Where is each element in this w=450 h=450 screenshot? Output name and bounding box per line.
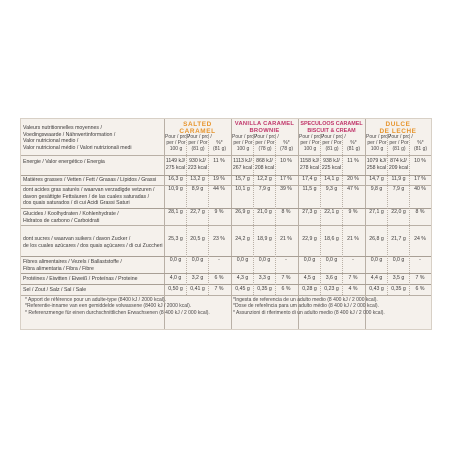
energy-percent: 11 % (213, 158, 225, 164)
protein-per-100g: 4,0 g (169, 275, 182, 281)
per-100g-header: 100 g (370, 146, 384, 152)
fat-per-100g: 17,4 g (302, 176, 317, 182)
protein-per-portion: 3,5 g (392, 275, 405, 281)
table-bottom-rule (21, 295, 431, 296)
fat-per-100g: 15,7 g (235, 176, 250, 182)
satfat-per-100g: 9,8 g (370, 186, 383, 192)
per-100g-header: per / Por (367, 140, 387, 146)
per-portion-header: Pour / pro / (187, 134, 212, 140)
carbs-per-portion: 22,1 g (324, 209, 339, 215)
per-100g-header: 100 g (236, 146, 250, 152)
footnote-line: *Ingesta de referencia de un adulto medio (8 400 kJ / 2 000 kcal). (233, 297, 378, 303)
label-line: davon gesättigte Fettsäuren / de las cuales saturadas / (23, 193, 150, 200)
sugars-percent: 24 % (414, 236, 426, 242)
satfat-per-portion: 9,3 g (325, 186, 338, 192)
fat-percent: 20 % (347, 176, 359, 182)
energy-percent: 11 % (347, 158, 359, 164)
satfat-percent: 44 % (213, 186, 225, 192)
fat-per-100g: 16,3 g (168, 176, 183, 182)
sugars-per-portion: 18,9 g (257, 236, 272, 242)
per-100g-header: per / Por (233, 140, 253, 146)
fibre-percent: - (352, 257, 354, 263)
energy-per-portion: 938 kJ/ (323, 158, 340, 164)
percent-header: %* (216, 140, 223, 146)
product-name-line: BISCUIT & CREAM (307, 128, 356, 134)
protein-percent: 7 % (281, 275, 291, 281)
title-line: Voedingswaarde / Nährwertinformation / (23, 131, 116, 138)
per-portion-header: per / Por (188, 140, 208, 146)
footnote-line: * Assunzioni di riferimento di un adulto medio (8 400 kJ / 2 000 kcal). (233, 309, 385, 316)
fat-per-portion: 12,2 g (257, 176, 272, 182)
label-line: Fibra alimentaria / Fibra / Fibre (23, 265, 94, 272)
product-header-dulce-de-leche (365, 121, 431, 135)
product-name-line: BROWNIE (249, 128, 280, 134)
satfat-per-portion: 8,9 g (191, 186, 204, 192)
footnote-line: *Referentie-inname van een gemiddelde volwassene (8400 kJ / 2000 kcal). (25, 303, 192, 310)
percent-portion-header: (81 g) (212, 146, 227, 152)
fibre-percent: - (419, 257, 421, 263)
fibre-percent: - (285, 257, 287, 263)
energy-per-100g-kcal: 278 kcal (299, 165, 320, 171)
product-name-line: SALTED (183, 121, 212, 128)
salt-label: Sel / Zout / Salz / Sal / Sale (23, 287, 87, 293)
fat-per-portion: 11,9 g (391, 176, 406, 182)
energy-per-100g-kcal: 267 kcal (232, 165, 253, 171)
per-100g-header: 100 g (169, 146, 183, 152)
fat-percent: 17 % (280, 176, 292, 182)
carbs-per-100g: 27,3 g (302, 209, 317, 215)
salt-per-portion: 0,35 g (257, 286, 272, 292)
satfat-per-100g: 10,1 g (235, 186, 250, 192)
satfat-percent: 39 % (280, 186, 292, 192)
carbs-percent: 8 % (415, 209, 425, 215)
percent-portion-header: (81 g) (346, 146, 361, 152)
per-portion-header: Pour / pro / (388, 134, 413, 140)
percent-header: %* (350, 140, 357, 146)
energy-per-portion: 930 kJ/ (189, 158, 206, 164)
label-line: Glucides / Koolhydraten / Kohlenhydrate / (23, 211, 119, 217)
per-portion-header: per / Por (389, 140, 409, 146)
fat-percent: 17 % (414, 176, 426, 182)
per-100g-header: Pour / pro / (232, 134, 257, 140)
energy-per-100g: 1158 kJ/ (299, 158, 320, 164)
percent-header: %* (417, 140, 424, 146)
carbs-percent: 9 % (214, 209, 224, 215)
protein-per-portion: 3,6 g (325, 275, 338, 281)
protein-per-100g: 4,5 g (303, 275, 316, 281)
salt-percent: 7 % (214, 286, 224, 292)
energy-label: Energie / Valor energético / Energia (23, 159, 105, 165)
title-line: Valor nutricional medio / (23, 138, 79, 145)
protein-per-portion: 3,3 g (258, 275, 271, 281)
table-title (23, 125, 132, 151)
energy-per-portion-kcal: 209 kcal (388, 165, 409, 171)
per-portion-header: (81 g) (325, 146, 339, 152)
salt-per-100g: 0,28 g (302, 286, 317, 292)
satfat-per-100g: 11,5 g (302, 186, 317, 192)
sugars-percent: 23 % (213, 236, 225, 242)
carbs-per-100g: 27,1 g (369, 209, 384, 215)
fibre-per-portion: 0,0 g (392, 257, 405, 263)
fibre-label (23, 259, 122, 272)
product-header-salted-caramel (164, 121, 231, 135)
percent-portion-header: (81 g) (413, 146, 428, 152)
per-portion-header: (81 g) (392, 146, 406, 152)
sugars-label (23, 236, 163, 249)
salt-percent: 6 % (281, 286, 291, 292)
label-line: dont sucres / waarvan suikers / davon Zucker / (23, 236, 131, 242)
footnotes-right (233, 297, 385, 316)
satfat-percent: 40 % (414, 186, 426, 192)
energy-per-portion-kcal: 208 kcal (254, 165, 275, 171)
percent-portion-header: (78 g) (279, 146, 294, 152)
energy-per-100g-kcal: 275 kcal (165, 165, 186, 171)
satfat-per-portion: 7,9 g (392, 186, 405, 192)
salt-per-100g: 0,50 g (168, 286, 183, 292)
salt-per-100g: 0,43 g (369, 286, 384, 292)
salt-per-100g: 0,45 g (235, 286, 250, 292)
protein-per-100g: 4,4 g (370, 275, 383, 281)
salt-per-portion: 0,41 g (190, 286, 205, 292)
energy-per-portion-kcal: 223 kcal (187, 165, 208, 171)
protein-per-100g: 4,3 g (236, 275, 249, 281)
label-line: dos quais saturados / di cui Acidi Grassi Saturi (23, 200, 130, 207)
footnote-line: * Referenzmenge für einen durchschnittlichen Erwachsenen (8 400 kJ / 2 000 kcal). (25, 309, 210, 316)
fat-label: Matières grasses / Vetten / Fett / Grasas / Lípidos / Grassi (23, 177, 157, 183)
fibre-per-portion: 0,0 g (191, 257, 204, 263)
salt-per-portion: 0,35 g (391, 286, 406, 292)
energy-per-100g: 1079 kJ/ (366, 158, 387, 164)
fibre-per-100g: 0,0 g (169, 257, 182, 263)
product-header-speculoos-caramel (298, 121, 365, 135)
product-name-line: VANILLA CARAMEL (234, 121, 295, 127)
label-line: dont acides gras saturés / waarvan verzadigde vetzuren / (23, 187, 155, 193)
title-line: Valeurs nutritionnelles moyennes / (23, 125, 102, 131)
protein-percent: 6 % (214, 275, 224, 281)
per-100g-header: per / Por (300, 140, 320, 146)
carbs-per-portion: 21,0 g (257, 209, 272, 215)
satfat-per-portion: 7,9 g (258, 186, 271, 192)
product-name-line: SPECULOOS CARAMEL (300, 121, 363, 127)
per-portion-header: per / Por (322, 140, 342, 146)
footnote-line: * Apport de référence pour un adulte-type (8400 kJ / 2000 kcal). (25, 297, 166, 303)
carbs-percent: 8 % (281, 209, 291, 215)
per-100g-header: Pour / pro / (165, 134, 190, 140)
salt-percent: 6 % (415, 286, 425, 292)
label-line: Fibres alimentaires / Vezels / Ballaststoffe / (23, 259, 122, 265)
per-portion-header: (78 g) (258, 146, 272, 152)
energy-per-100g-kcal: 258 kcal (366, 165, 387, 171)
label-line: de los cuales azúcares / dos quais açúcares / di cui Zuccheri (23, 242, 163, 249)
sugars-per-portion: 20,5 g (190, 236, 205, 242)
energy-per-portion: 874 kJ/ (390, 158, 407, 164)
satfat-percent: 47 % (347, 186, 359, 192)
sugars-per-100g: 22,9 g (302, 236, 317, 242)
salt-percent: 4 % (348, 286, 358, 292)
product-name-line: DE LECHE (379, 128, 417, 135)
per-portion-header: Pour / pro / (321, 134, 346, 140)
per-100g-header: per / Por (166, 140, 186, 146)
fat-per-100g: 14,7 g (369, 176, 384, 182)
fat-per-portion: 13,2 g (190, 176, 205, 182)
energy-per-100g: 1113 kJ/ (233, 158, 252, 164)
fat-percent: 19 % (213, 176, 225, 182)
energy-percent: 10 % (414, 158, 426, 164)
energy-percent: 10 % (280, 158, 292, 164)
sugars-per-100g: 25,3 g (168, 236, 183, 242)
protein-per-portion: 3,2 g (191, 275, 204, 281)
fat-per-portion: 14,1 g (324, 176, 339, 182)
product-name-line: DULCE (385, 121, 411, 128)
carbs-per-portion: 22,7 g (190, 209, 205, 215)
per-portion-header: per / Por (255, 140, 275, 146)
carbs-per-portion: 22,0 g (391, 209, 406, 215)
energy-per-portion: 868 kJ/ (256, 158, 273, 164)
sugars-percent: 21 % (347, 236, 359, 242)
fibre-per-100g: 0,0 g (303, 257, 316, 263)
fibre-per-100g: 0,0 g (236, 257, 249, 263)
protein-label: Protéines / Eiwitten / Eiweiß / Proteínas / Proteine (23, 276, 138, 282)
per-100g-header: Pour / pro / (366, 134, 391, 140)
satfat-label (23, 187, 155, 207)
sugars-per-portion: 21,7 g (391, 236, 406, 242)
fibre-per-portion: 0,0 g (258, 257, 271, 263)
sugars-per-portion: 18,6 g (324, 236, 339, 242)
protein-percent: 7 % (348, 275, 358, 281)
title-line: Valor nutricional médio / Valori nutrizionali medi (23, 144, 132, 151)
carbs-percent: 9 % (348, 209, 358, 215)
nutrition-panel (20, 118, 432, 330)
sugars-per-100g: 24,2 g (235, 236, 250, 242)
percent-header: %* (283, 140, 290, 146)
per-100g-header: 100 g (303, 146, 317, 152)
footnote-line: *Dose de referência para um adulto médio (8 400 kJ / 2 000 kcal). (233, 303, 379, 310)
salt-per-portion: 0,23 g (324, 286, 339, 292)
fibre-percent: - (218, 257, 220, 263)
sugars-per-100g: 26,8 g (369, 236, 384, 242)
energy-per-portion-kcal: 225 kcal (321, 165, 342, 171)
satfat-per-100g: 10,9 g (168, 186, 183, 192)
label-line: Hidratos de carbono / Carboidrati (23, 217, 100, 224)
protein-percent: 7 % (415, 275, 425, 281)
carbs-per-100g: 26,9 g (235, 209, 250, 215)
fibre-per-100g: 0,0 g (370, 257, 383, 263)
energy-per-100g: 1149 kJ/ (165, 158, 186, 164)
carbs-per-100g: 28,1 g (168, 209, 183, 215)
per-portion-header: Pour / pro / (254, 134, 279, 140)
product-header-vanilla-caramel-brownie (231, 121, 298, 135)
footnotes-left (25, 297, 210, 316)
product-name-line: CARAMEL (179, 128, 216, 135)
sugars-percent: 21 % (280, 236, 292, 242)
carbs-label (23, 211, 119, 224)
fibre-per-portion: 0,0 g (325, 257, 338, 263)
per-100g-header: Pour / pro / (299, 134, 324, 140)
per-portion-header: (81 g) (191, 146, 205, 152)
